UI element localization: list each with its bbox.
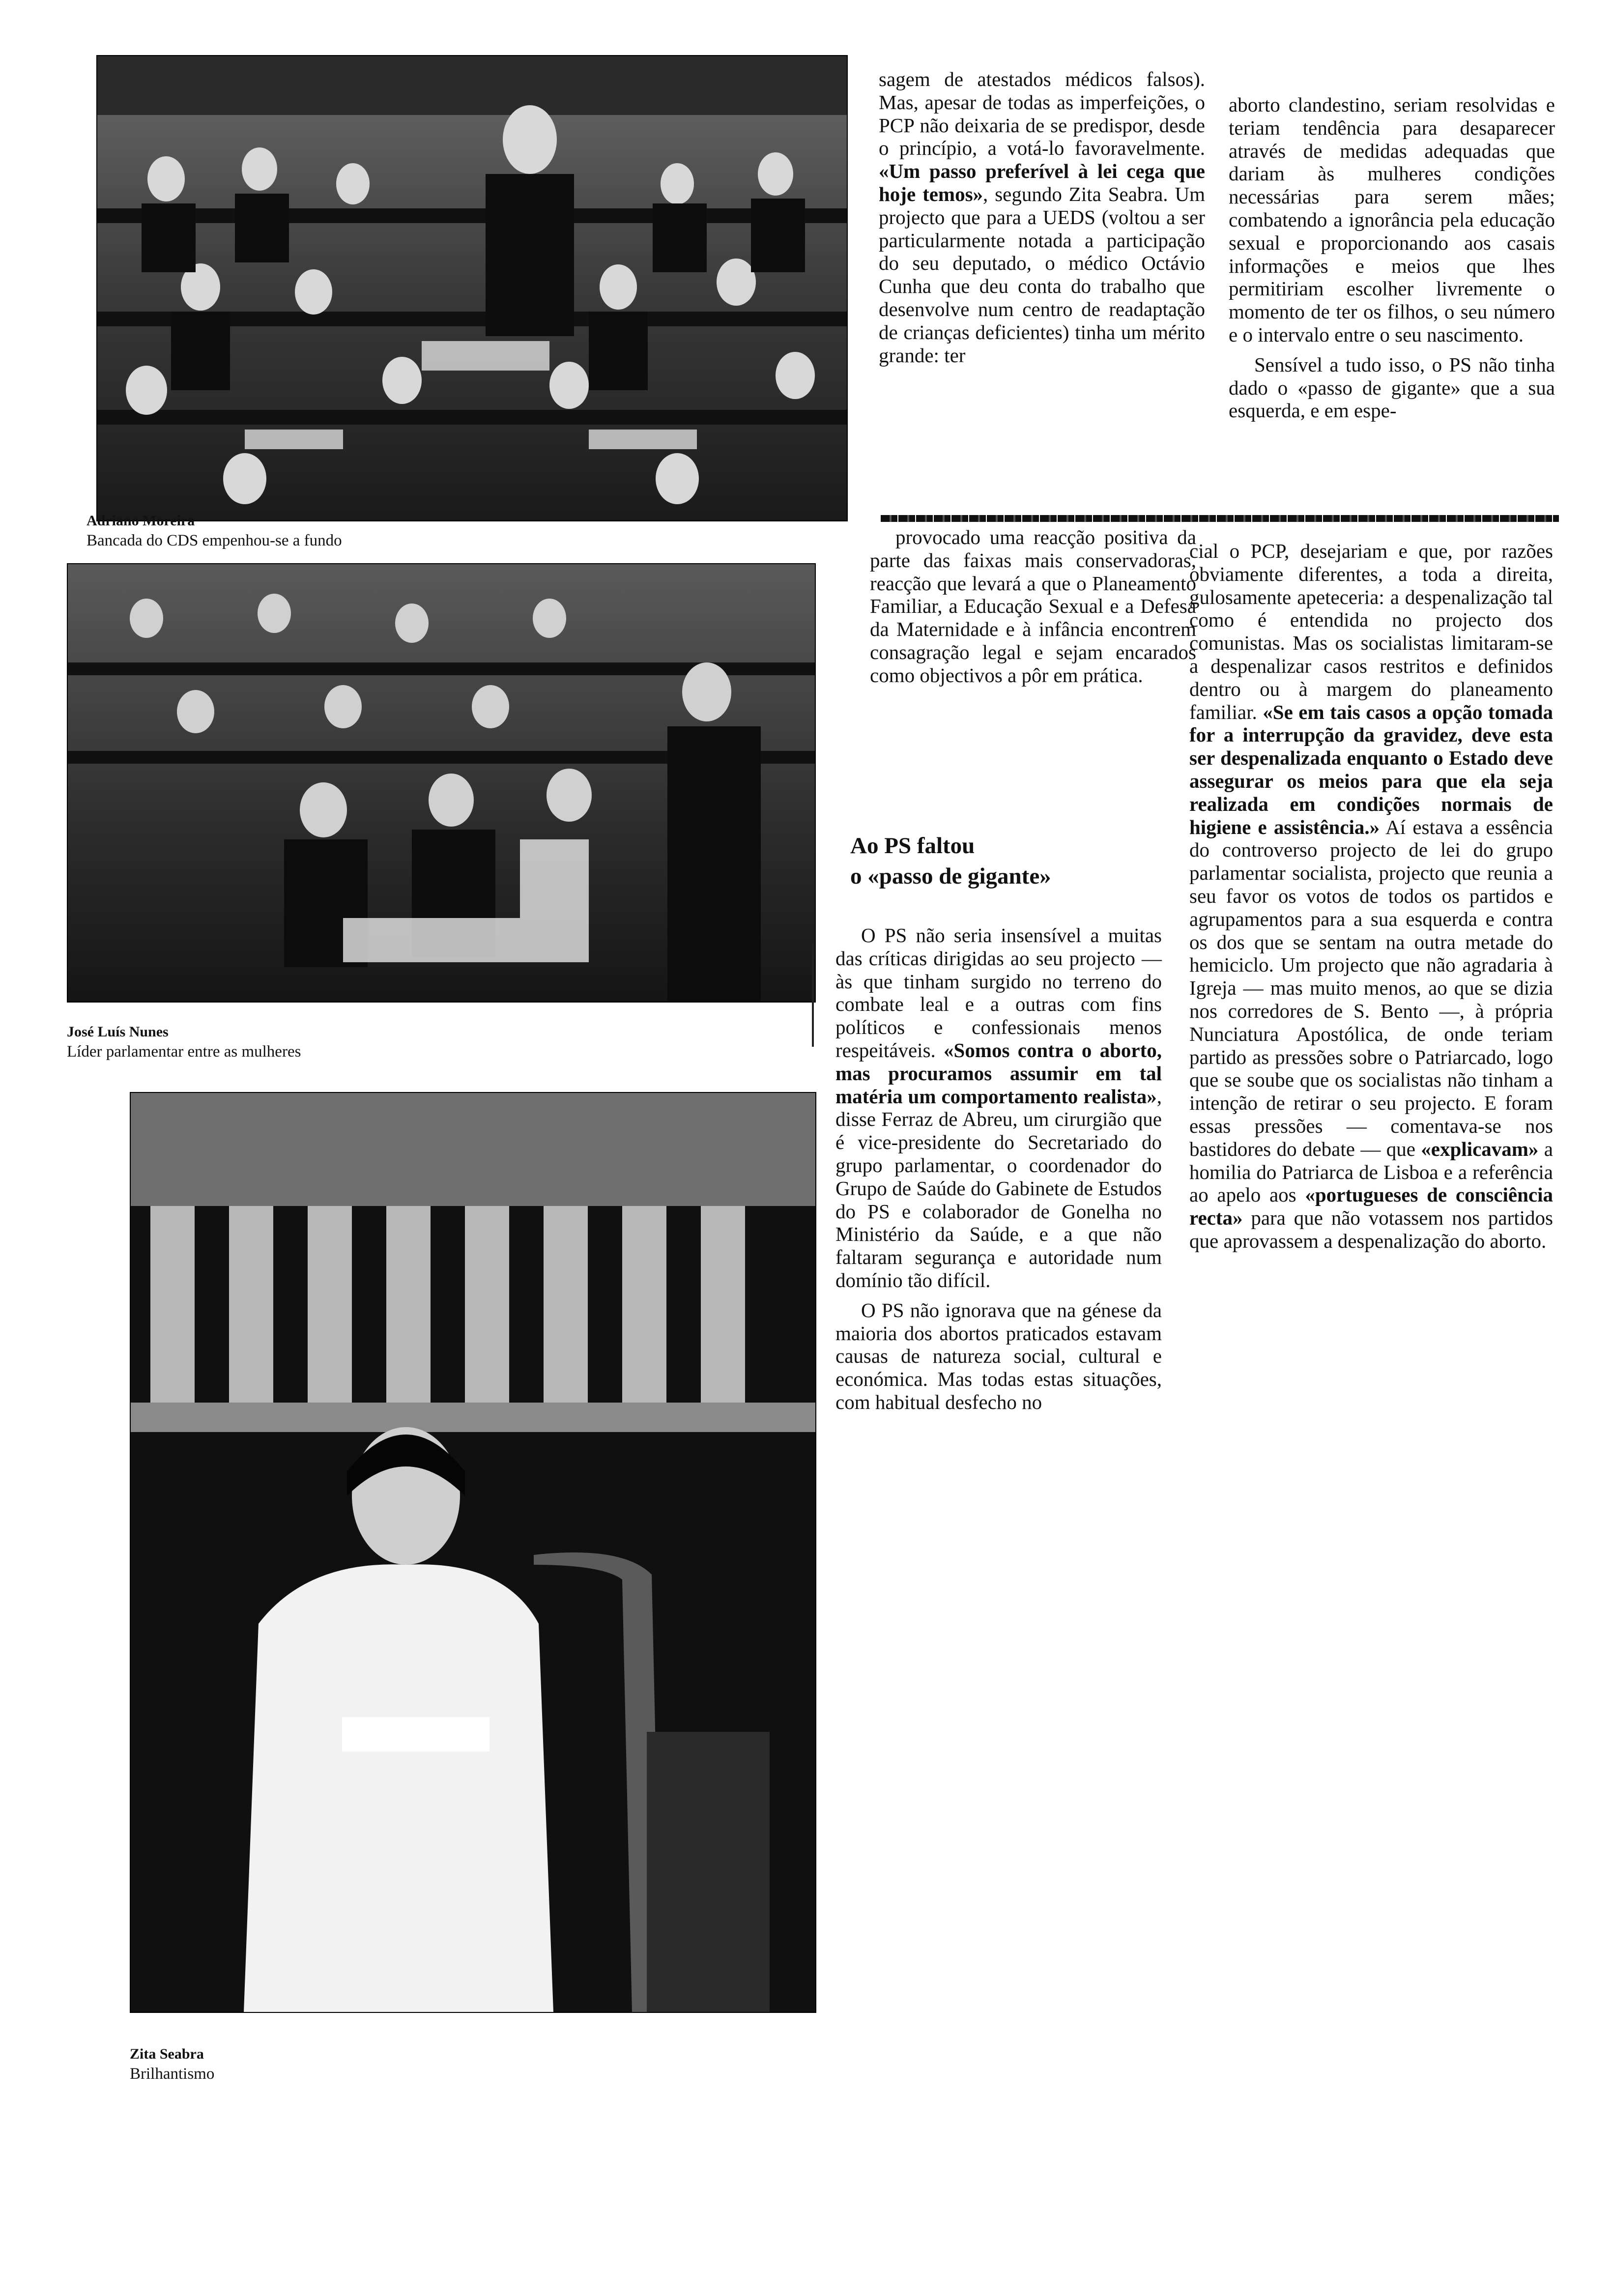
photo-1-caption-text: Bancada do CDS empenhou-se a fundo: [86, 532, 342, 549]
bold-quote: «portugueses de consciência recta»: [1189, 1183, 1554, 1230]
photo-3-caption-text: Brilhantismo: [130, 2065, 215, 2083]
photo-zita-seabra-speaking: [130, 1092, 816, 2013]
bold-quote: «Se em tais casos a opção tomada for a interrupção da gravidez, deve esta ser despenalizada enquanto o Estado deve assegurar os meios para que ela seja realizada em condições normais de higiene e assistência.»: [1189, 700, 1553, 838]
photo-2-caption: [67, 1022, 509, 1062]
text-run: cial o PCP, desejariam e que, por razões obviamente diferentes, a toda a direita, gulosamente apeteceria: a despenalização tal como é entendida no projecto dos comunistas. Mas os socialistas limitaram-se a despenalizar casos restritos e definidos dentro ou à margem do planeamento familiar.: [1189, 540, 1553, 723]
upper-left-paragraph: [879, 68, 1205, 367]
bold-quote: «explicavam»: [1421, 1137, 1539, 1160]
lower-left-paragraph-1: [835, 924, 1162, 1292]
upper-right-paragraph-1: aborto clandestino, seriam resolvidas e teriam tendência para desaparecer através de medidas adequadas que dariam às mulheres condições necessárias para serem mães; combatendo a ignorância pela educação sexual e proporcionando aos casais informações e meios que lhes permitiriam escolher livremente o momento de ter os filhos, o seu número e o intervalo entre o seu nascimento.: [1229, 93, 1555, 346]
photo-2-credit-name: José Luís Nunes: [67, 1024, 169, 1040]
photo-parliament-women: [67, 563, 816, 1003]
photo-1-credit-name: Adriano Moreira: [86, 513, 195, 529]
text-run: para que não votassem nos partidos que aprovassem a despenalização do aborto.: [1189, 1206, 1553, 1252]
lower-right-paragraph: [1189, 540, 1553, 1253]
parliament-photo-image: [97, 56, 847, 520]
subheading-line-1: Ao PS faltou: [850, 833, 975, 859]
photo-2-caption-text: Líder parlamentar entre as mulheres: [67, 1043, 301, 1061]
lower-left-top-column: [870, 526, 1196, 687]
photo-3-credit-name: Zita Seabra: [130, 2046, 204, 2062]
parliament-women-photo-image: [68, 564, 815, 1002]
text-run: , disse Ferraz de Abreu, um cirurgião que é vice-presidente do Secretariado do grupo parlamentar, o coordenador do Grupo de Saúde do Gabinete de Estudos do PS e colaborador de Gonelha no Ministério da Saúde, e a que não faltaram segurança e autoridade num domínio tão difícil.: [835, 1085, 1162, 1292]
lower-left-paragraph-2: O PS não ignorava que na génese da maioria dos abortos praticados estavam causas de natureza social, cultural e económica. Mas todas estas situações, com habitual desfecho no: [835, 1298, 1162, 1413]
lower-left-top-paragraph: provocado uma reacção positiva da parte das faixas mais conservadoras, reacção que levará a que o Planeamento Familiar, a Educação Sexual e a Defesa da Maternidade e à infância encontrem consagração legal e sejam encarados como objectivos a pôr em prática.: [870, 526, 1196, 687]
section-divider-rule: [881, 515, 1559, 522]
subheading-line-2: o «passo de gigante»: [850, 863, 1051, 889]
text-run: O PS não seria insensível a muitas das críticas dirigidas ao seu projecto — às que tinham surgido no terreno do combate leal e a outras com fins políticos e confessionais menos respeitáveis.: [835, 924, 1162, 1062]
section-subheading: [850, 831, 1194, 891]
lower-left-column: [835, 924, 1162, 1414]
bold-quote: «Um passo preferível à lei cega que hoje temos»: [879, 160, 1205, 205]
upper-right-column: [1229, 93, 1555, 422]
photo-1-caption: [86, 511, 480, 550]
lower-right-column: [1189, 540, 1553, 1253]
speaker-photo-image: [131, 1093, 815, 2012]
text-run: sagem de atestados médicos falsos). Mas, apesar de todas as imperfeições, o PCP não deixaria de se predispor, desde o princípio, a votá-lo favoravelmente.: [879, 68, 1205, 160]
text-run: , segundo Zita Seabra. Um projecto que para a UEDS (voltou a ser particularmente notada a participação do seu deputado, o médico Octávio Cunha que deu conta do trabalho que desenvolve num centro de readaptação de crianças deficientes) tinha um mérito grande: ter: [879, 182, 1205, 367]
upper-right-paragraph-2: Sensível a tudo isso, o PS não tinha dado o «passo de gigante» que a sua esquerda, e em espe-: [1229, 353, 1555, 422]
photo-parliament-cds-bench: [96, 55, 848, 521]
photo-3-caption: [130, 2044, 523, 2084]
upper-left-column: [879, 68, 1205, 367]
column-margin-rule: [812, 944, 814, 1047]
text-run: a homilia do Patriarca de Lisboa e a referência ao apelo aos: [1189, 1137, 1553, 1206]
bold-quote: «Somos contra o aborto, mas procuramos assumir em tal matéria um comportamento realista»: [835, 1038, 1162, 1108]
text-run: Aí estava a essência do controverso projecto de lei do grupo parlamentar socialista, projecto que reunia a seu favor os votos de todos os partidos e agrupamentos para a sua esquerda e contra os dos que se sentam na outra metade do hemiciclo. Um projecto que não agradaria à Igreja — mas muito menos, ao que se dizia nos corredores de S. Bento —, à própria Nunciatura Apostólica, de onde teriam partido as pressões sobre o Patriarcado, logo que se soube que os socialistas não tinham a intenção de retirar o seu projecto. E foram essas pressões — comentava-se nos bastidores do debate — que: [1189, 815, 1554, 1160]
